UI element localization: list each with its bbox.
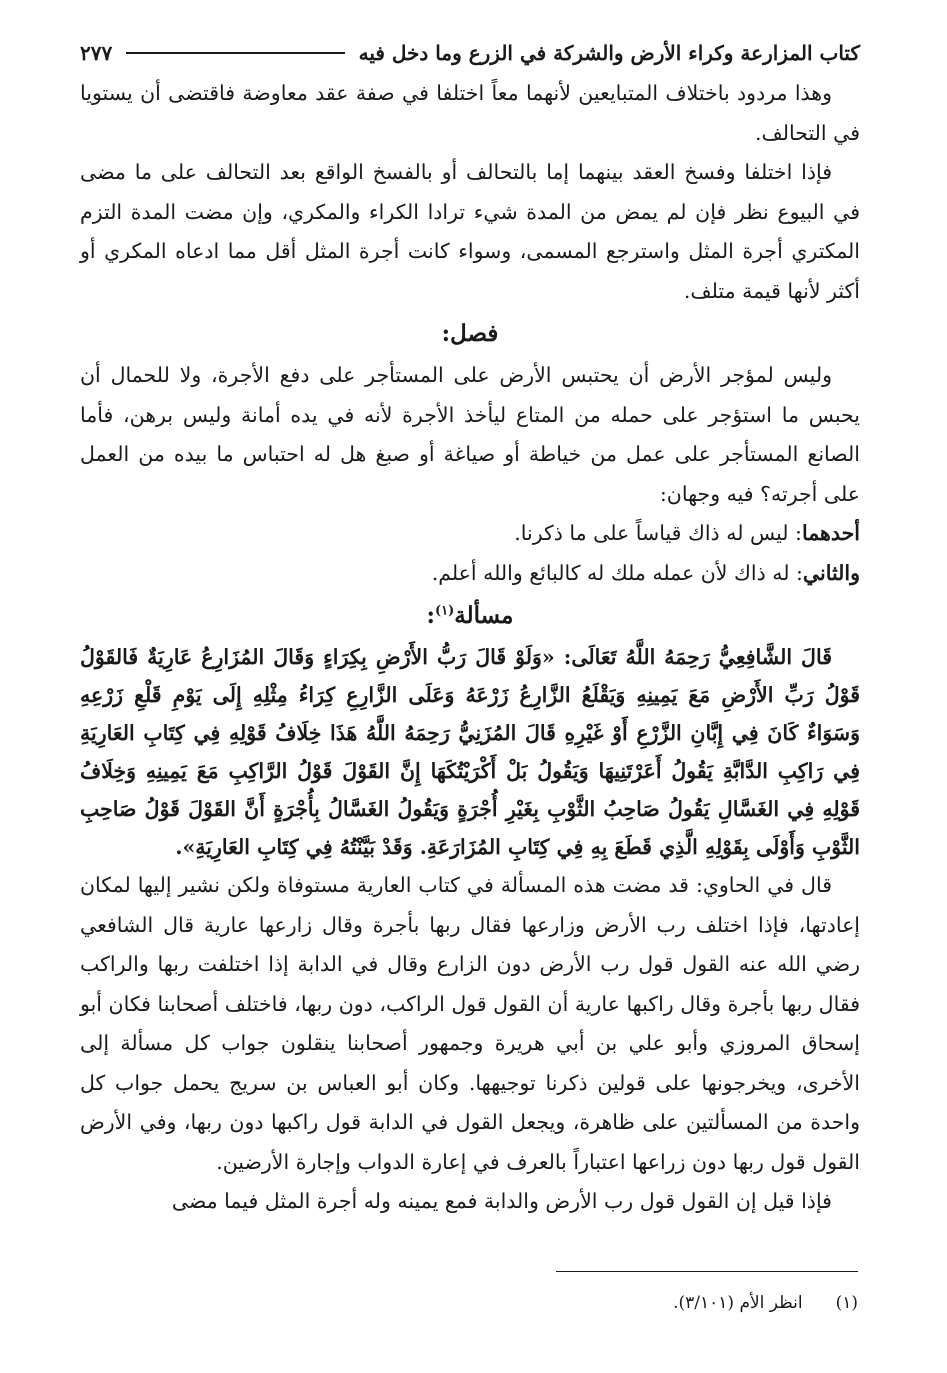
masala-heading bbox=[80, 596, 860, 636]
footnote-1 bbox=[500, 1289, 858, 1317]
footnote-text: انظر الأم (٣/١٠١). bbox=[673, 1293, 803, 1313]
masala-heading-colon: : bbox=[426, 602, 435, 629]
paragraph-2: فإذا اختلفا وفسخ العقد بينهما إما بالتحالف أو بالفسخ الواقع بعد التحالف على ما مضى في البيوع نظر فإن لم يمض من المدة شيء ترادا الكراء والمكري، وإن مضت المدة التزم المكتري أجرة المثل واسترجع المسمى، وسواء كانت أجرة المثل أقل مما ادعاه المكري أو أكثر لأنها قيمة متلف. bbox=[80, 160, 860, 303]
footnote-rule bbox=[556, 1271, 858, 1272]
paragraph-5: فإذا قيل إن القول قول رب الأرض والدابة فمع يمينه وله أجرة المثل فيما مضى bbox=[171, 1189, 832, 1213]
wajh-first-lead: أحدهما bbox=[801, 521, 860, 545]
header-rule bbox=[126, 52, 344, 54]
paragraph-3: وليس لمؤجر الأرض أن يحتبس الأرض على المستأجر على دفع الأجرة، ولا للحمال أن يحبس ما استؤجر على حمله من المتاع ليأخذ الأجرة لأنه في يده أمانة وليس برهن، فأما الصانع المستأجر على عمل من خياطة أو صياغة أو صبغ هل له احتباس ما بيده من العمل على أجرته؟ فيه وجهان: bbox=[80, 363, 860, 506]
fasl-heading: فصل: bbox=[441, 320, 499, 347]
footnotes bbox=[500, 1289, 858, 1317]
wajh-second-lead: والثاني bbox=[802, 560, 860, 585]
paragraph-4: قال في الحاوي: قد مضت هذه المسألة في كتاب العارية مستوفاة ولكن نشير إليها لمكان إعادتها، فإذا اختلف رب الأرض وزارعها فقال ربها بأجرة وقال زارعها عارية قال الشافعي رضي الله عنه القول قول رب الأرض دون الزارع وقال في الدابة إذا اختلفت ربها والراكب فقال ربها بأجرة وقال راكبها عارية أن القول قول الراكب، دون ربها، فاختلف أصحابنا فكان أبو إسحاق المروزي وأبو علي بن أبي هريرة وجمهور أصحابنا ينقلون جواب كل مسألة إلى الأخرى، ويخرجونها على قولين ذكرنا توجيهها. وكان أبو العباس بن سريج يحمل جواب كل واحدة من المسألتين على ظاهرة، ويجعل القول في الدابة قول راكبها دون ربها، وفي الأرض القول قول ربها دون زراعها اعتباراً بالعرف في إعارة الدواب وإجارة الأرضين. bbox=[80, 873, 860, 1174]
wajh-first-text: : ليس له ذاك قياساً على ما ذكرنا. bbox=[514, 521, 802, 545]
matn-text: قَالَ الشَّافِعِيُّ رَحِمَهُ اللَّهُ تَعَالَى: «وَلَوْ قَالَ رَبُّ الأَرْضِ بِكِرَاءٍ وَقَالَ المُزَارِعُ عَارِيَةٌ فَالقَوْلُ قَوْلُ رَبِّ الأَرْضِ مَعَ يَمِينِهِ وَيَقْلَعُ الزَّارِعُ زَرْعَهُ وَعَلَى الزَّارِعِ كِرَاءُ مِثْلِهِ إِلَى يَوْمِ قَلْعِ زَرْعِهِ وَسَوَاءٌ كَانَ فِي إِبَّانِ الزَّرْعِ أَوْ غَيْرِهِ قَالَ المُزَنِيُّ رَحِمَهُ اللَّهُ هَذَا خِلَافُ قَوْلِهِ فِي كِتَابِ العَارِيَةِ فِي رَاكِبِ الدَّابَّةِ يَقُولُ أَعَرْتَنِيهَا وَيَقُولُ بَلْ أَكْرَيْتُكَهَا إِنَّ القَوْلَ قَوْلُ الرَّاكِبِ مَعَ يَمِينِهِ وَخِلَافُ قَوْلِهِ فِي الغَسَّالِ يَقُولُ صَاحِبُ الثَّوْبِ بِغَيْرِ أُجْرَةٍ وَيَقُولُ الغَسَّالُ بِأُجْرَةٍ أَنَّ القَوْلَ قَوْلُ صَاحِبِ الثَّوْبِ وَأَوْلَى بِقَوْلِهِ الَّذِي قَطَعَ بِهِ فِي كِتَابِ المُزَارَعَةِ. وَقَدْ بَيَّنْتُهُ فِي كِتَابِ العَارِيَةِ». bbox=[80, 645, 860, 859]
wajh-second-text: : له ذاك لأن عمله ملك له كالبائع والله أعلم. bbox=[431, 560, 803, 585]
wajh-first bbox=[80, 514, 860, 554]
page-number: ٢٧٧ bbox=[80, 41, 113, 65]
wajh-second bbox=[80, 554, 860, 594]
footnote-number: (١) bbox=[835, 1293, 858, 1313]
footnote-reference: (١) bbox=[435, 603, 455, 619]
paragraph-1: وهذا مردود باختلاف المتبايعين لأنهما معاً اختلفا في صفة عقد معاوضة فاقتضى أن يستويا في التحالف. bbox=[80, 81, 860, 145]
header-title: كتاب المزارعة وكراء الأرض والشركة في الزرع وما دخل فيه bbox=[358, 41, 860, 65]
running-header bbox=[80, 32, 860, 74]
document-page bbox=[80, 32, 860, 1222]
masala-heading-text: مسألة bbox=[454, 602, 514, 629]
